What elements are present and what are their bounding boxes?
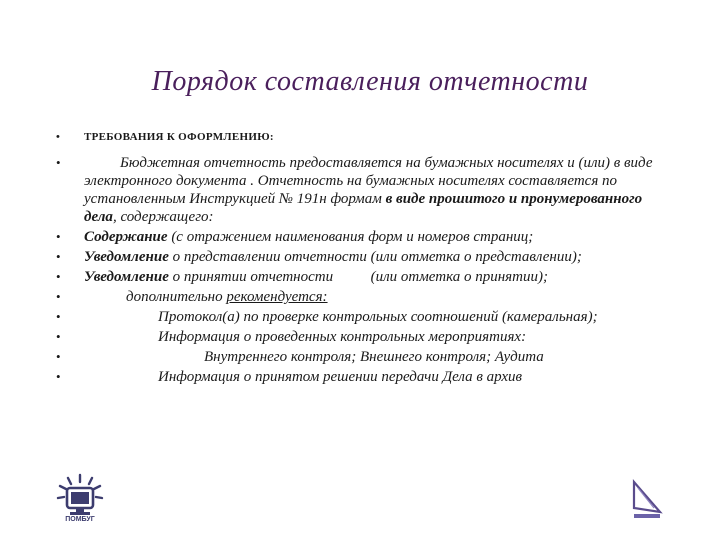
list-item-text: Содержание (с отражением наименования форм и номеров страниц; bbox=[84, 229, 534, 245]
list-item bbox=[56, 248, 656, 266]
list-item-text: Уведомление о представлении отчетности (или отметка о представлении); bbox=[84, 249, 582, 265]
bullet: • bbox=[56, 249, 61, 264]
list-item-text: ТРЕБОВАНИЯ К ОФОРМЛЕНИЮ: bbox=[84, 131, 274, 143]
triangle-logo-icon bbox=[630, 478, 664, 522]
list-item bbox=[56, 348, 656, 366]
bullet: • bbox=[56, 131, 61, 143]
list-item bbox=[56, 308, 656, 326]
list-item bbox=[56, 368, 656, 386]
bullet: • bbox=[56, 329, 61, 344]
bullet: • bbox=[56, 289, 61, 304]
requirements-list bbox=[56, 128, 656, 388]
list-item-text: Информация о проведенных контрольных мероприятиях: bbox=[158, 329, 527, 345]
bullet: • bbox=[56, 269, 61, 284]
list-item bbox=[56, 268, 656, 286]
bullet: • bbox=[56, 369, 61, 384]
bullet: • bbox=[56, 349, 61, 364]
bullet: • bbox=[56, 229, 61, 244]
slide-title: Порядок составления отчетности bbox=[151, 66, 589, 97]
logo-caption: ПОМБУГ bbox=[65, 516, 95, 523]
list-item-text: Информация о принятом решении передачи Дела в архив bbox=[158, 369, 523, 385]
list-item-text: Внутреннего контроля; Внешнего контроля; Аудита bbox=[204, 349, 544, 365]
bullet: • bbox=[56, 309, 61, 324]
list-item bbox=[56, 128, 656, 146]
list-item-text: Протокол(а) по проверке контрольных соотношений (камеральная); bbox=[158, 309, 598, 325]
list-item bbox=[56, 228, 656, 246]
bullet: • bbox=[56, 155, 61, 170]
list-item bbox=[56, 154, 656, 226]
list-item bbox=[56, 288, 656, 306]
list-item bbox=[56, 328, 656, 346]
list-item-text: дополнительно рекомендуется: bbox=[126, 289, 328, 305]
list-item-text: Бюджетная отчетность предоставляется на бумажных носителях и (или) в виде электронного документа . Отчетность на бумажных носителях составляется по установленным Инструкцией № 191н формам в виде прошитого и пронумерованного дела, содержащего: bbox=[84, 155, 653, 225]
list-item-text: Уведомление о принятии отчетности (или отметка о принятии); bbox=[84, 269, 548, 285]
